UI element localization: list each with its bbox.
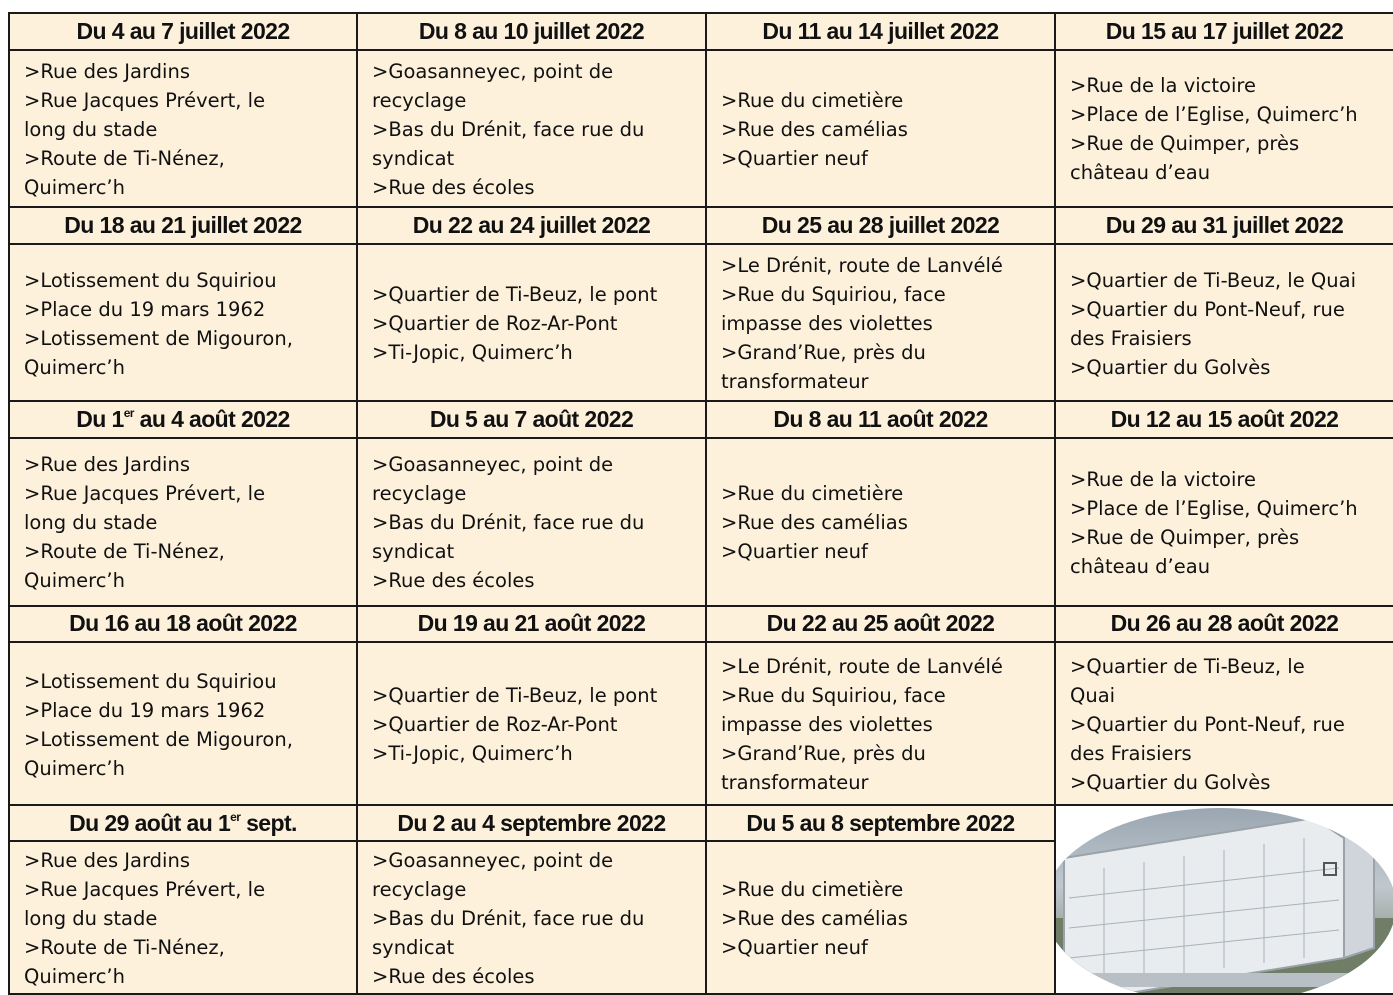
street-line: >Rue de la victoire: [1070, 467, 1256, 491]
street-list-cell: [357, 642, 706, 805]
period-header: Du 12 au 15 août 2022: [1055, 401, 1393, 438]
period-header: Du 2 au 4 septembre 2022: [357, 805, 706, 842]
street-line: >Rue des écoles: [372, 965, 535, 989]
street-list-cell: [706, 642, 1055, 805]
street-line: recyclage: [372, 88, 467, 112]
street-list-cell: [1055, 438, 1393, 606]
street-line: des Fraisiers: [1070, 326, 1192, 350]
street-list-cell: [357, 438, 706, 606]
street-list-cell: [357, 244, 706, 402]
street-line: >Le Drénit, route de Lanvélé: [721, 655, 1003, 679]
street-line: >Goasanneyec, point de: [372, 849, 614, 873]
schedule-header-row: [9, 401, 1393, 438]
street-list-cell: [357, 50, 706, 208]
period-header: Du 22 au 24 juillet 2022: [357, 207, 706, 244]
street-list-cell: [1055, 244, 1393, 402]
dumpster-container-photo: [1055, 808, 1393, 994]
street-line: >Rue des écoles: [372, 175, 535, 199]
street-line: >Quartier de Ti-Beuz, le: [1070, 655, 1305, 679]
street-line: >Quartier du Golvès: [1070, 355, 1271, 379]
street-line: Quimerc’h: [24, 175, 125, 199]
street-line: >Lotissement de Migouron,: [24, 727, 293, 751]
street-line: >Quartier de Ti-Beuz, le Quai: [1070, 268, 1356, 292]
street-line: >Route de Ti-Nénez,: [24, 936, 225, 960]
collection-schedule-table: [8, 12, 1393, 995]
street-line: >Rue de Quimper, près: [1070, 525, 1300, 549]
street-line: syndicat: [372, 540, 455, 564]
street-line: >Rue Jacques Prévert, le: [24, 482, 266, 506]
period-header: Du 22 au 25 août 2022: [706, 606, 1055, 643]
street-list-cell: [1055, 50, 1393, 208]
street-line: >Rue Jacques Prévert, le: [24, 88, 266, 112]
street-line: >Route de Ti-Nénez,: [24, 540, 225, 564]
schedule-body-row: [9, 50, 1393, 208]
street-line: >Grand’Rue, près du: [721, 341, 926, 365]
schedule-body-row: [9, 438, 1393, 606]
period-header: Du 18 au 21 juillet 2022: [9, 207, 357, 244]
street-line: long du stade: [24, 511, 158, 535]
street-line: >Goasanneyec, point de: [372, 59, 614, 83]
street-line: transformateur: [721, 771, 869, 795]
street-line: >Rue Jacques Prévert, le: [24, 878, 266, 902]
street-line: >Rue de Quimper, près: [1070, 132, 1300, 156]
street-list-cell: [9, 642, 357, 805]
street-line: >Quartier du Pont-Neuf, rue: [1070, 297, 1345, 321]
schedule-header-row: [9, 13, 1393, 50]
street-line: impasse des violettes: [721, 312, 933, 336]
period-header: Du 19 au 21 août 2022: [357, 606, 706, 643]
street-line: >Goasanneyec, point de: [372, 453, 614, 477]
street-list-cell: [706, 841, 1055, 994]
street-line: château d’eau: [1070, 161, 1211, 185]
street-line: château d’eau: [1070, 554, 1211, 578]
street-line: >Rue des écoles: [372, 569, 535, 593]
street-line: >Rue des Jardins: [24, 849, 190, 873]
period-header: Du 5 au 7 août 2022: [357, 401, 706, 438]
street-line: Quimerc’h: [24, 756, 125, 780]
period-header-text: sept.: [240, 809, 297, 836]
street-line: Quimerc’h: [24, 569, 125, 593]
street-list-cell: [706, 50, 1055, 208]
street-list-cell: [706, 244, 1055, 402]
schedule-body-row: [9, 642, 1393, 805]
schedule-header-row: [9, 606, 1393, 643]
period-header: [9, 401, 357, 438]
street-line: >Quartier du Pont-Neuf, rue: [1070, 713, 1345, 737]
street-line: Quimerc’h: [24, 965, 125, 989]
street-line: >Route de Ti-Nénez,: [24, 146, 225, 170]
street-line: >Bas du Drénit, face rue du: [372, 117, 645, 141]
street-line: >Quartier neuf: [721, 146, 868, 170]
street-line: >Rue du Squiriou, face: [721, 684, 946, 708]
period-header: Du 4 au 7 juillet 2022: [9, 13, 357, 50]
street-line: >Quartier du Golvès: [1070, 771, 1271, 795]
street-line: >Rue des Jardins: [24, 59, 190, 83]
schedule-body-row: [9, 244, 1393, 402]
street-line: >Quartier de Roz-Ar-Pont: [372, 312, 618, 336]
street-line: >Bas du Drénit, face rue du: [372, 907, 645, 931]
street-line: >Rue du cimetière: [721, 482, 904, 506]
street-line: impasse des violettes: [721, 713, 933, 737]
period-header: Du 25 au 28 juillet 2022: [706, 207, 1055, 244]
street-line: >Quartier neuf: [721, 540, 868, 564]
street-line: transformateur: [721, 370, 869, 394]
street-line: >Rue de la victoire: [1070, 74, 1256, 98]
ordinal-superscript: er: [230, 809, 241, 824]
street-line: >Place de l’Eglise, Quimerc’h: [1070, 103, 1358, 127]
period-header-text: au 4 août 2022: [133, 406, 290, 433]
street-line: >Lotissement du Squiriou: [24, 268, 277, 292]
street-line: >Rue du cimetière: [721, 88, 904, 112]
street-list-cell: [9, 244, 357, 402]
street-line: >Le Drénit, route de Lanvélé: [721, 254, 1003, 278]
schedule-header-row: [9, 805, 1393, 842]
street-line: >Rue du Squiriou, face: [721, 283, 946, 307]
street-line: des Fraisiers: [1070, 742, 1192, 766]
street-line: long du stade: [24, 907, 158, 931]
period-header: Du 5 au 8 septembre 2022: [706, 805, 1055, 842]
street-line: >Quartier neuf: [721, 936, 868, 960]
street-list-cell: [1055, 642, 1393, 805]
period-header: Du 15 au 17 juillet 2022: [1055, 13, 1393, 50]
street-line: >Rue des camélias: [721, 907, 908, 931]
street-line: syndicat: [372, 936, 455, 960]
period-header: [9, 805, 357, 842]
street-line: >Quartier de Roz-Ar-Pont: [372, 713, 618, 737]
street-line: long du stade: [24, 117, 158, 141]
street-list-cell: [706, 438, 1055, 606]
street-line: >Bas du Drénit, face rue du: [372, 511, 645, 535]
street-line: recyclage: [372, 482, 467, 506]
period-header: Du 26 au 28 août 2022: [1055, 606, 1393, 643]
street-line: >Rue des camélias: [721, 117, 908, 141]
street-line: >Place du 19 mars 1962: [24, 698, 266, 722]
street-line: >Rue du cimetière: [721, 878, 904, 902]
period-header-text: Du 1: [76, 406, 124, 433]
street-line: >Quartier de Ti-Beuz, le pont: [372, 684, 658, 708]
street-line: >Lotissement du Squiriou: [24, 669, 277, 693]
street-line: recyclage: [372, 878, 467, 902]
street-line: Quimerc’h: [24, 355, 125, 379]
street-line: >Grand’Rue, près du: [721, 742, 926, 766]
street-line: >Place de l’Eglise, Quimerc’h: [1070, 496, 1358, 520]
street-line: >Quartier de Ti-Beuz, le pont: [372, 283, 658, 307]
period-header: Du 8 au 10 juillet 2022: [357, 13, 706, 50]
street-list-cell: [9, 841, 357, 994]
period-header: Du 11 au 14 juillet 2022: [706, 13, 1055, 50]
street-line: >Ti-Jopic, Quimerc’h: [372, 742, 573, 766]
period-header: Du 29 au 31 juillet 2022: [1055, 207, 1393, 244]
street-line: >Rue des Jardins: [24, 453, 190, 477]
photo-cell: [1055, 805, 1393, 994]
street-line: >Place du 19 mars 1962: [24, 297, 266, 321]
period-header: Du 16 au 18 août 2022: [9, 606, 357, 643]
period-header-text: Du 29 août au 1: [69, 809, 231, 836]
ordinal-superscript: er: [123, 406, 134, 421]
street-line: >Lotissement de Migouron,: [24, 326, 293, 350]
street-list-cell: [9, 438, 357, 606]
street-list-cell: [9, 50, 357, 208]
schedule-header-row: [9, 207, 1393, 244]
street-line: syndicat: [372, 146, 455, 170]
street-list-cell: [357, 841, 706, 994]
street-line: >Ti-Jopic, Quimerc’h: [372, 341, 573, 365]
street-line: >Rue des camélias: [721, 511, 908, 535]
street-line: Quai: [1070, 684, 1116, 708]
period-header: Du 8 au 11 août 2022: [706, 401, 1055, 438]
